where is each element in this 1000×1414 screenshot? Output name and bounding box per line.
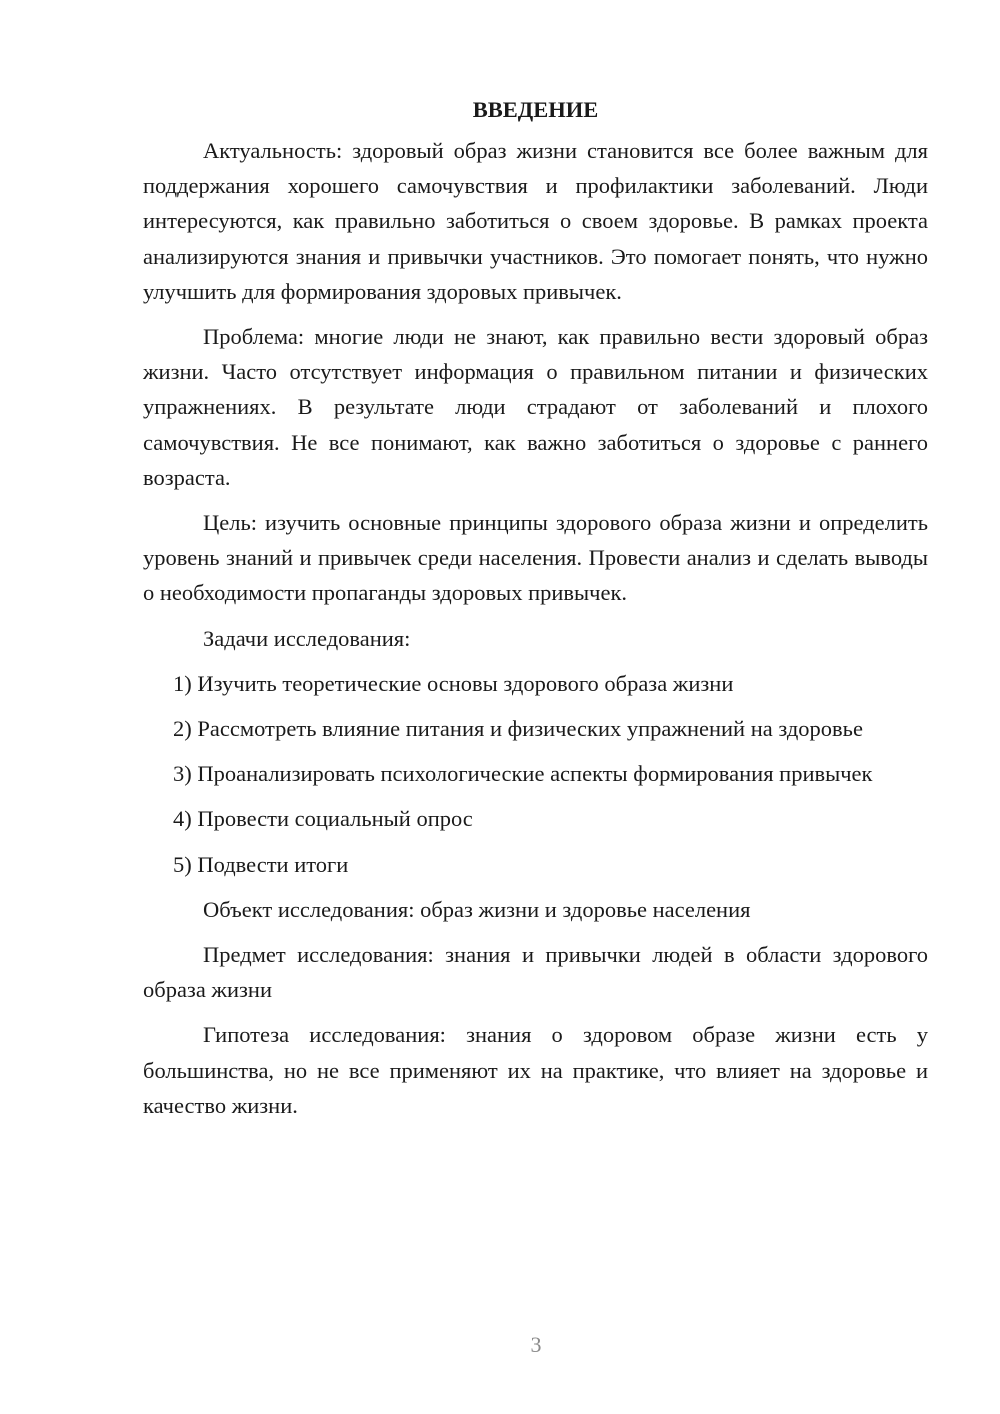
task-item-4: 4) Провести социальный опрос bbox=[173, 806, 473, 832]
subject-paragraph: Предмет исследования: знания и привычки людей в области здорового образа жизни bbox=[143, 942, 928, 1003]
section-title: ВВЕДЕНИЕ bbox=[472, 97, 599, 122]
document-page bbox=[143, 92, 928, 1133]
hypothesis-paragraph: Гипотеза исследования: знания о здоровом образе жизни есть у большинства, но не все применяют их на практике, что влияет на здоровье и качество жизни. bbox=[143, 1022, 928, 1118]
task-item-1: 1) Изучить теоретические основы здорового образа жизни bbox=[173, 670, 734, 696]
tasks-heading: Задачи исследования: bbox=[203, 625, 411, 651]
task-item-2: 2) Рассмотреть влияние питания и физических упражнений на здоровье bbox=[173, 716, 863, 742]
object-paragraph: Объект исследования: образ жизни и здоровье населения bbox=[203, 896, 751, 922]
task-item-5: 5) Подвести итоги bbox=[173, 851, 349, 877]
page-number: 3 bbox=[530, 1332, 542, 1357]
task-item-3: 3) Проанализировать психологические аспекты формирования привычек bbox=[173, 761, 873, 787]
relevance-paragraph: Актуальность: здоровый образ жизни становится все более важным для поддержания хорошего самочувствия и профилактики заболеваний. Люди интересуются, как правильно заботиться о своем здоровье. В рамках проекта анализируются знания и привычки участников. Это помогает понять, что нужно улучшить для формирования здоровых привычек. bbox=[143, 138, 928, 304]
goal-paragraph: Цель: изучить основные принципы здорового образа жизни и определить уровень знаний и привычек среди населения. Провести анализ и сделать выводы о необходимости пропаганды здоровых привычек. bbox=[143, 510, 928, 606]
problem-paragraph: Проблема: многие люди не знают, как правильно вести здоровый образ жизни. Часто отсутствует информация о правильном питании и физических упражнениях. В результате люди страдают от заболеваний и плохого самочувствия. Не все понимают, как важно заботиться о здоровье с раннего возраста. bbox=[143, 324, 928, 490]
